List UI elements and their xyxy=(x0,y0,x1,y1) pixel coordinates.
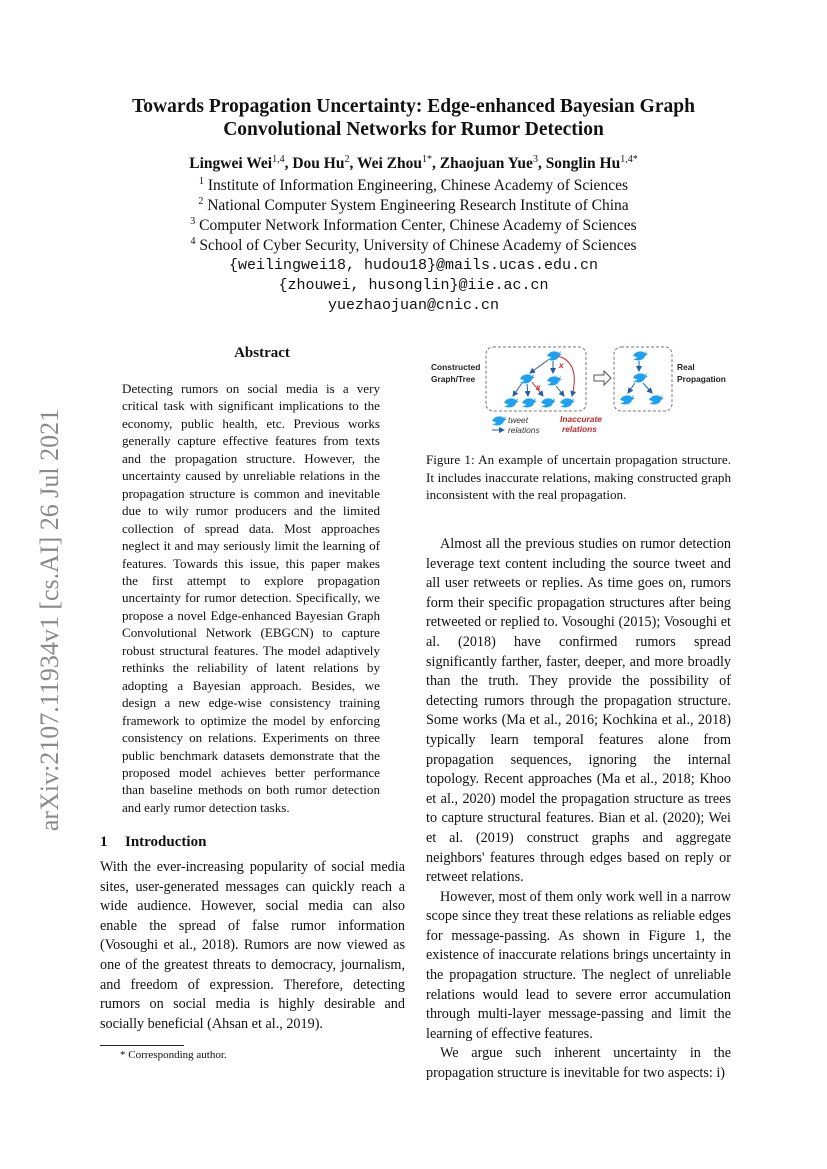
figure-label-right: Propagation xyxy=(677,374,726,384)
paragraph: Almost all the previous studies on rumor detection leverage text content including the source tweet and all user retweets or replies. As time goes on, rumors form their specific propagation structures after being retweeted or replied to. Vosoughi (2015); Vosoughi et al. (2018) have confirmed rumors spread significantly farther, faster, deeper, and more broadly than the truth. They provide the possibility of detecting rumors through the propagation structure. Some works (Ma et al., 2016; Kochkina et al., 2018) typically learn temporal features alone from propagation sequences, ignoring the internal topology. Recent approaches (Ma et al., 2018; Khoo et al., 2020) model the propagation structure as trees to capture structural features. Bian et al. (2020); Wei et al. (2019) construct graphs and aggregate neighbors' features through edges based on reply or retweet relations. xyxy=(426,536,731,886)
section-number: 1 xyxy=(100,834,108,850)
email-line[interactable]: yuezhaojuan@cnic.cn xyxy=(327,297,500,314)
author: Wei Zhou$^{1*}$ xyxy=(356,154,432,172)
tweet-icon xyxy=(620,395,635,404)
author: Dou Hu$^2$ xyxy=(292,154,350,172)
section-heading xyxy=(100,834,206,851)
author: Lingwei Wei$^{1,4}$ xyxy=(189,154,285,172)
affiliation: $^4$ School of Cyber Security, University of Chinese Academy of Sciences xyxy=(190,236,637,254)
right-column-text xyxy=(426,535,731,1084)
figure-label-right: Real xyxy=(677,362,695,372)
abstract-text: Detecting rumors on social media is a very critical task with significant implications to the economy, public health, etc. Previous works generally capture effective features from texts and the propagation structure. However, the uncertainty caused by unreliable relations in the propagation structure is common and inevitable due to wily rumor producers and the limited collection of spread data. Most approaches neglect it and may seriously limit the learning of features. Towards this issue, this paper makes the first attempt to explore propagation uncertainty for rumor detection. Specifically, we propose a novel Edge-enhanced Bayesian Graph Convolutional Network (EBGCN) to capture robust structural features. The model adaptively rethinks the reliability of latent relations by adopting a Bayesian approach. Besides, we design a new edge-wise consistency training framework to optimize the model by enforcing consistency on relations. Experiments on three public benchmark datasets demonstrate that the proposed model achieves better performance than baseline methods on both rumor detection and early rumor detection tasks. xyxy=(122,381,380,815)
transform-arrow-icon xyxy=(594,371,611,385)
inaccurate-mark: x xyxy=(559,360,564,370)
email-line[interactable]: {weilingwei18, hudou18}@mails.ucas.edu.cn xyxy=(228,257,599,274)
footnote-rule xyxy=(100,1045,184,1046)
paper-title xyxy=(0,95,827,141)
figure-caption: Figure 1: An example of uncertain propagation structure. It includes inaccurate relations, making constructed graph inconsistent with the real propagation. xyxy=(426,452,731,502)
author: Songlin $Hu^{1,4*}$ xyxy=(545,154,638,172)
tweet-icon xyxy=(633,373,648,382)
legend-inaccurate: relations xyxy=(562,424,597,434)
tweet-icon xyxy=(649,395,664,404)
abstract-heading: Abstract xyxy=(234,345,290,361)
inaccurate-mark: x xyxy=(536,382,541,392)
legend-tweet: tweet xyxy=(508,415,529,425)
legend-relations: relations xyxy=(508,425,540,435)
affiliation: $^1$ Institute of Information Engineering, Chinese Academy of Sciences xyxy=(199,176,628,194)
intro-text xyxy=(100,858,405,1034)
tweet-icon xyxy=(541,398,556,407)
figure-label-left: Graph/Tree xyxy=(431,374,476,384)
title-line-2: Convolutional Networks for Rumor Detection xyxy=(223,119,604,140)
tweet-icon xyxy=(633,351,648,360)
legend-inaccurate: Inaccurate xyxy=(560,414,602,424)
tweet-icon xyxy=(547,376,562,385)
email-line[interactable]: {zhouwei, husonglin}@iie.ac.cn xyxy=(278,277,549,294)
footnote: * Corresponding author. xyxy=(120,1049,227,1061)
paragraph: However, most of them only work well in a narrow scope since they treat these relations as reliable edges for message-passing. As shown in Figure 1, the existence of inaccurate relations brings uncertainty in the propagation structure. The neglect of unreliable relations would lead to severe error accumulation through multi-layer message-passing and limit the learning of effective features. xyxy=(426,888,731,1042)
paragraph: With the ever-increasing popularity of social media sites, user-generated messages can quickly reach a wide audience. However, social media can also enable the spread of false rumor information (Vosoughi et al., 2018). Rumors are now viewed as one of the greatest threats to democracy, journalism, and freedom of expression. Therefore, detecting rumors on social media is highly desirable and socially beneficial (Ahsan et al., 2019). xyxy=(100,859,405,1032)
title-line-1: Towards Propagation Uncertainty: Edge-enhanced Bayesian Graph xyxy=(132,96,695,117)
author-list: Lingwei Wei$^{1,4}$, Dou Hu$^2$, Wei Zhou$^{1*}$, Zhaojuan Yue$^3$, Songlin $Hu^{1,4*}$ xyxy=(189,154,638,172)
legend-tweet-icon xyxy=(492,416,507,425)
figure-1 xyxy=(426,342,731,442)
tweet-icon xyxy=(560,398,575,407)
figure-label-left: Constructed xyxy=(431,362,481,372)
tweet-icon xyxy=(504,398,519,407)
arxiv-stamp[interactable]: arXiv:2107.11934v1 [cs.AI] 26 Jul 2021 xyxy=(35,408,64,832)
affiliation: $^3$ Computer Network Information Center, Chinese Academy of Sciences xyxy=(190,216,637,234)
author: Zhaojuan Yue$^3$ xyxy=(439,154,538,172)
affiliation: $^2$ National Computer System Engineering Research Institute of China xyxy=(198,196,629,214)
paragraph: We argue such inherent uncertainty in the propagation structure is inevitable for two aspects: i) xyxy=(426,1045,731,1082)
tweet-icon xyxy=(520,374,535,383)
section-title: Introduction xyxy=(125,834,207,850)
tweet-icon xyxy=(522,398,537,407)
